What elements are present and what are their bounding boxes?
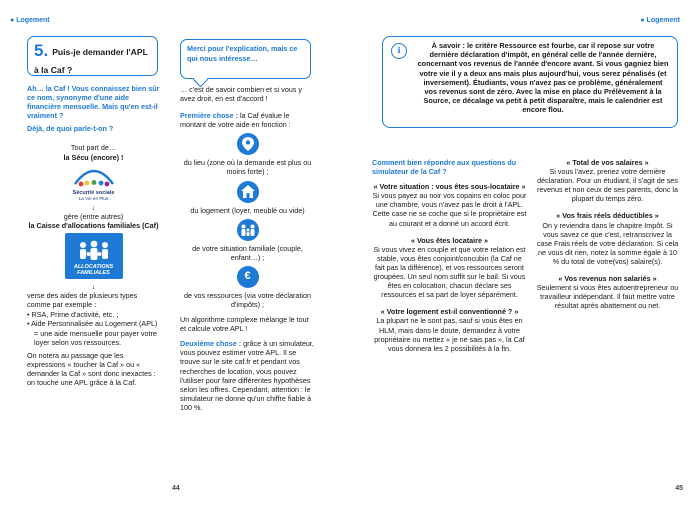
second-body: grâce à un simulateur, vous pouvez estimer votre APL. Il se trouve sur le site caf.fr et pendant vos recherches de location, vous pouvez l'utiliser pour faire différentes hypothèses selon les offres. Cependant, attention : le simulateur ne donne qu'un chiffre fiable à 100 %. [180, 339, 314, 412]
manages-text: gère (entre autres) [63, 211, 124, 221]
intro-text: Ah… la Caf ! Vous connaissez bien sûr ce nom, synonyme d'une aide financière mensuelle. Mais qu'en est-il vraiment ? [27, 84, 160, 121]
field-a1: Si vous payez au noir vos copains en coloc pour une chambre, vous n'avez pas le droit à l'APL. Cette case ne se coche que si le propriétaire est au courant et a donné un accord écrit. [372, 191, 527, 228]
right-column-2 [535, 158, 680, 314]
right-page [350, 0, 700, 524]
question-box [27, 36, 158, 76]
arrow-2: ↓ [91, 282, 96, 292]
secu-logo-line1: Sécurité sociale [72, 189, 115, 196]
location-pin-icon [237, 133, 259, 155]
subhead-definition: Déjà, de quoi parle-t-on ? [27, 124, 114, 134]
question-title: Puis-je demander l'APL à la Caf ? [34, 47, 148, 75]
house-icon [237, 181, 259, 203]
caf-logo-line1: ALLOCATIONS [73, 264, 114, 271]
aid-list-item: • RSA, Prime d'activité, etc. ; [27, 310, 119, 320]
arrow-1: ↓ [91, 202, 96, 212]
field-q1: « Votre situation : vous êtes sous-locataire » [373, 182, 526, 192]
field-q4: « Total de vos salaires » [566, 158, 649, 167]
info-box [382, 36, 678, 128]
info-text: À savoir : le critère Ressource est fourbe, car il repose sur votre dernière déclaration d'impôt, en général celle de l'année dernière, concernant vos revenus de l'année d'encore avant. Si vous gagniez bien votre vie il y a deux ans mais plus aujourd'hui, vous serez pénalisés (et inversement). Étudiants, vous n'avez pas ce problème, généralement vos revenus sont de zéro. Avec la mise en place du Prélèvement à la Source, ce décalage va petit à petit disparaître, mais le calendrier est encore flou. [417, 41, 669, 115]
first-thing [180, 111, 315, 129]
page-number-left: 44 [172, 485, 180, 492]
left-column-1 [27, 84, 160, 391]
simulator-head: Comment bien répondre aux questions du simulateur de la Caf ? [372, 158, 517, 177]
family-icon [237, 219, 259, 241]
criterion-location: du lieu (zone où la demande est plus ou moins forte) ; [183, 158, 312, 177]
info-icon: i [391, 43, 407, 59]
caisse-text: la Caisse d'allocations familiales (Caf) [28, 220, 159, 230]
field-a2: Si vous vivez en couple et que votre relation est stable, vous êtes conjoint/concubin (la Caf ne fait pas la différence), et vos ressources seront groupées. Un seul nom suffit sur le bail. Si vous êtes en colocation, chacun déclare ses ressources et sa part de loyer séparément. [373, 244, 526, 300]
securite-sociale-logo [64, 164, 124, 201]
section-tag-label: Logement [16, 17, 50, 24]
field-a4: Si vous l'avez, prenez votre dernière déclaration. Pour un étudiant, il s'agit de ses revenus et non ceux de ses parents, donc la plupart du temps zéro. [536, 167, 679, 204]
field-q6: « Vos revenus non salariés » [558, 274, 657, 284]
euro-coin-icon [237, 266, 259, 288]
secu-text: la Sécu (encore) ! [63, 152, 124, 162]
left-column-2 [180, 85, 315, 416]
field-q3: « Votre logement est-il conventionné ? » [380, 307, 519, 317]
algo-text: Un algorithme complexe mélange le tout et calcule votre APL ! [180, 315, 309, 334]
page-number-right: 45 [675, 485, 683, 492]
caf-figures-icon [75, 240, 113, 264]
question-number: 5. [34, 41, 49, 60]
first-body: la Caf évalue le montant de votre aide en fonction : [180, 111, 291, 130]
criterion-housing: du logement (loyer, meublé ou vide) [190, 205, 305, 215]
field-a3: La plupart ne le sont pas, sauf si vous êtes en HLM, mais dans le doute, demandez à votre propriétaire ou mettez « je ne sais pas », la Caf vous donnera les 2 possibilités à la fin. [374, 316, 525, 353]
field-q5: « Vos frais réels déductibles » [556, 211, 659, 221]
section-tag: ● Logement [10, 17, 50, 24]
pays-text: verse des aides de plusieurs types comme par exemple : [27, 291, 138, 310]
criterion-resources: de vos ressources (via votre déclaration d'impôts) ; [183, 290, 312, 309]
note-text: On notera au passage que les expressions « toucher la Caf » ou « demander la Caf » sont donc inexactes : on touche une APL grâce à la Caf. [27, 350, 156, 387]
second-head: Deuxième chose : [180, 339, 242, 349]
aid-list [27, 310, 160, 346]
reply-text: … c'est de savoir combien et si vous y avez droit, en est d'accord ! [180, 85, 303, 104]
secu-logo-line2: La Vie en Plus [78, 195, 109, 201]
euro-symbol: € [244, 270, 251, 283]
field-q2: « Vous êtes locataire » [411, 235, 488, 245]
criterion-family: de votre situation familiale (couple, enfant…) ; [192, 243, 303, 262]
field-a6: Seulement si vous êtes autoentrepreneur ou travailleur indépendant. Il faut mettre votre résultat après abattement ou net. [536, 283, 679, 311]
section-tag: ● Logement [640, 17, 680, 24]
part-of-text: Tout part de… [70, 143, 117, 153]
caf-logo-line2: FAMILIALES [77, 270, 110, 277]
first-head: Première chose : [180, 111, 238, 121]
speech-bubble: Merci pour l'explication, mais ce qui nous intéresse… [180, 39, 311, 79]
secu-logo-icon [71, 164, 117, 188]
right-column-1 [372, 158, 527, 357]
second-thing [180, 339, 315, 412]
field-a5: On y reviendra dans le chapitre Impôt. Si vous savez ce que c'est, retranscrivez la case Frais réels de votre déclaration. Si cela ne vous dit rien, notez la somme égale à 10 % du total de votre(vos) salaire(s). [536, 220, 679, 266]
section-tag-label: Logement [646, 17, 680, 24]
aid-list-item: • Aide Personnalisée au Logement (APL) = une aide mensuelle pour payer votre loyer selon vos ressources. [27, 319, 158, 347]
caf-logo [65, 233, 123, 279]
